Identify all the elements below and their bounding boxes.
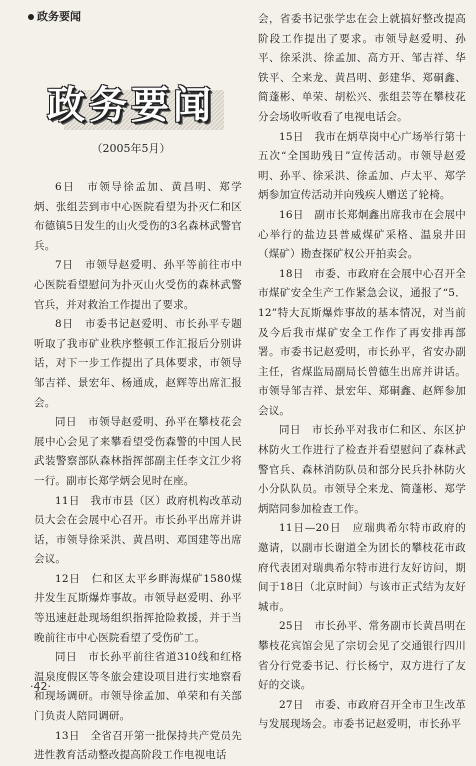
masthead-title: 政务要闻: [46, 82, 215, 127]
page-number: ·42·: [30, 680, 51, 693]
news-paragraph: 25日 市长孙平、常务副市长黄昌明在攀枝花宾馆会见了宗切会见了交通银行四川省分行党委书记、行长杨宁，双方进行了友好的交谈。: [258, 620, 466, 692]
right-column: [258, 10, 466, 735]
news-paragraph: 16日 副市长郑炯鑫出席我市在会展中心举行的盐边县普威煤矿采格、温泉井田（煤矿）勘查探矿权公开拍卖会。: [258, 208, 466, 261]
news-paragraph: 会，省委书记张学忠在会上就搞好整改提高阶段工作提出了要求。市领导赵爱明、孙平、徐采洪、徐孟加、高方开、邹吉祥、华铁平、仝来龙、黄昌明、彭建华、郑硐鑫、简蓬彬、单荣、胡松兴、张组芸等在攀枝花分会场收听收看了电视电话会。: [258, 13, 466, 123]
bullet-icon: [28, 14, 34, 20]
news-paragraph: 同日 市长孙平对我市仁和区、东区护林防火工作进行了检查并看望慰问了森林武警官兵、森林消防队员和部分民兵扑林防火小分队队员。市领导仝来龙、简蓬彬、郑学炳陪同参加检查工作。: [258, 424, 466, 515]
news-paragraph: 7日 市领导赵爱明、孙平等前往市中心医院看望慰问为扑灭山火受伤的森林武警官兵，并对救治工作提出了要求。: [34, 259, 242, 311]
news-paragraph: 11日—20日 应瑞典希尔特市政府的邀请，以副市长谢道全为团长的攀枝花市政府代表团对瑞典希尔特市进行友好访问，期间于18日（北京时间）与该市正式结为友好城市。: [258, 522, 466, 613]
news-paragraph: 27日 市委、市政府召开全市卫生改革与发展现场会。市委书记赵爱明，市长孙平: [258, 698, 466, 731]
news-paragraph: 13日 全省召开第一批保持共产党员先进性教育活动整改提高阶段工作电视电话: [34, 729, 242, 762]
news-paragraph: 12日 仁和区太平乡畔海煤矿1580煤井发生瓦斯爆炸事故。市领导赵爱明、孙平等迅速赶赴现场组织指挥抢险救援，并于当晚前往市中心医院看望了受伤矿工。: [34, 572, 242, 644]
news-paragraph: 8日 市委书记赵爱明、市长孙平专题听取了我市矿业秩序整顿工作汇报后分别讲话，对下一步工作提出了具体要求，市领导邹吉祥、景宏年、杨通成，赵辉等出席汇报会。: [34, 318, 242, 409]
left-column: [34, 178, 242, 766]
section-header: 政务要闻: [28, 8, 81, 24]
news-paragraph: 6日 市领导徐孟加、黄昌明、郑学炳、张组芸到市中心医院看望为扑灭仁和区布德镇5日发生的山火受伤的3名森林武警官兵。: [34, 181, 242, 252]
news-paragraph: 11日 我市市县（区）政府机构改革动员大会在会展中心召开。市长孙平出席并讲话，市领导徐采洪、黄昌明、邓国建等出席会议。: [34, 494, 242, 566]
news-paragraph: 同日 市领导赵爱明、孙平在攀枝花会展中心会见了来攀看望受伤森警的中国人民武装警察部队森林指挥部副主任李文江少将一行。副市长郑学炳会见时在座。: [34, 416, 242, 487]
news-paragraph: 15日 我市在炳草岗中心广场举行第十五次“全国助残日”宣传活动。市领导赵爱明、孙平、徐采洪、徐孟加、卢太平、郑学炳参加宣传活动并向残疾人赠送了轮椅。: [258, 130, 466, 202]
news-paragraph: 18日 市委、市政府在会展中心召开全市煤矿安全生产工作紧急会议，通报了“5．12”特大瓦斯爆炸事故的基本情况，对当前及今后我市煤矿安全工作作了再安排再部署。市委书记赵爱明，市长孙平，省安办副主任，省煤监局副局长曾德生出席并讲话。市领导邹吉祥、景宏年、郑硐鑫、赵辉参加会议。: [258, 267, 466, 417]
masthead-date: （2005年5月）: [91, 142, 171, 155]
news-paragraph: 同日 市长孙平前往省道310线和红格温泉度假区等冬旅会建设项目进行实地察看和现场调研。市领导徐孟加、单荣和有关部门负责人陪同调研。: [34, 651, 242, 723]
